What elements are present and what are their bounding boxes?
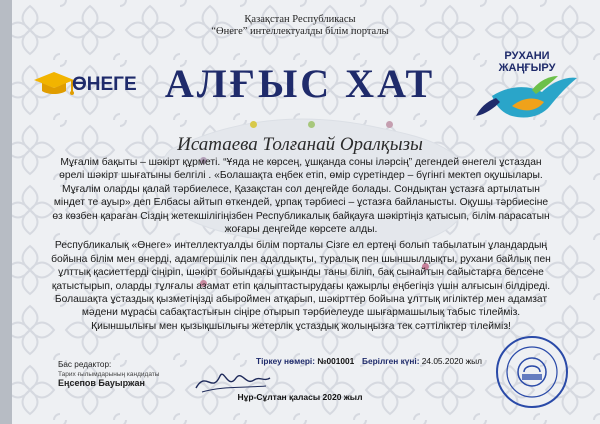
editor-title: Тарих ғылымдарының кандидаты [58, 370, 160, 378]
issue-date [362, 356, 482, 366]
stamp-icon [494, 334, 570, 410]
registration-number [256, 356, 354, 366]
issuer-country: Қазақстан Республикасы [244, 14, 356, 25]
recipient-name: Исатаева Толғанай Оралқызы [177, 134, 423, 155]
reg-label: Тіркеу нөмері: [256, 356, 315, 366]
letter-body [50, 156, 552, 333]
map-dot [250, 121, 257, 128]
issuer-portal: “Өнеге” интеллектуалды білім порталы [211, 26, 389, 37]
issued-value: 24.05.2020 жыл [421, 356, 482, 366]
reg-value: №001001 [317, 356, 355, 366]
issued-label: Берілген күні: [362, 356, 420, 366]
editor-block [58, 360, 159, 389]
body-paragraph-2: Республикалық «Өнеге» интеллектуалды білім порталы Сізге ел ертеңі болып табылатын ұландардың бойына білім мен өнерді, адамгершілік пен адалдықты, туралық пен шыншылдықты, рухани байлық пен ұлттық қасиеттерді сіңіріп, шәкірт бойындағы ұшқынды таны біліп, бақ сынайтын сайыстарға белсене қатыстырып, оларды тұлғалы азамат етіп қалыптастырудағы қажырлы еңбегіңіз үшін алғысын білдіреді. Болашақта ұстаздық қызметіңізді абыроймен атқарып, шәкірттер бойына ұлттық игіліктер мен адамзат мәдени мұрасы сабақтастығын сіңіре отырып тәрбиелеуде шығармашылық табыс тілейміз. Қиыншылығы мен қызықшылығы жетерлік ұстаздық жолыңызға тек сәттіліктер тілейміз! [51, 240, 551, 332]
editor-name: Еңсепов Бауыржан [58, 378, 145, 388]
map-dot [308, 121, 315, 128]
issuer-header [0, 14, 600, 38]
editor-role: Бас редактор: [58, 360, 112, 369]
ruhani-line1: РУХАНИ [504, 50, 550, 62]
city-year: Нұр-Сұлтан қаласы 2020 жыл [237, 392, 363, 402]
document-title: АЛҒЫС ХАТ [164, 61, 436, 106]
logo-text: ӨНЕГЕ [72, 74, 137, 95]
ruhani-logo-text [472, 50, 582, 74]
map-dot [386, 121, 393, 128]
ruhani-line2: ЖАҢҒЫРУ [498, 62, 556, 74]
body-paragraph-1: Мұғалім бақыты – шәкірт құрметі. “Ұяда не көрсең, ұшқанда соны іләрсің” дегендей өнегелі ұстаздан өрелі шәкірт шығатыны белгілі . «Болашақта еңбек етіп, өмір сүретіндер – бүгінгі мектеп оқушылары. Мұғалім оларды қалай тәрбиелесе, Қазақстан сол деңгейде болады. Сондықтан ұстазға артылатын міндет те ауыр» деп Елбасы айтып өткендей, ұрпақ тәрбиесі – ұстазға байланысты. Оқушы тәрбиесіне өз көзбен қараған Сіздің жетекшілігіңізбен Республикалық байқауға шәкіртіңіз қатысып, білім парасатын жоғары деңгейде көрсете алды. [52, 157, 550, 236]
